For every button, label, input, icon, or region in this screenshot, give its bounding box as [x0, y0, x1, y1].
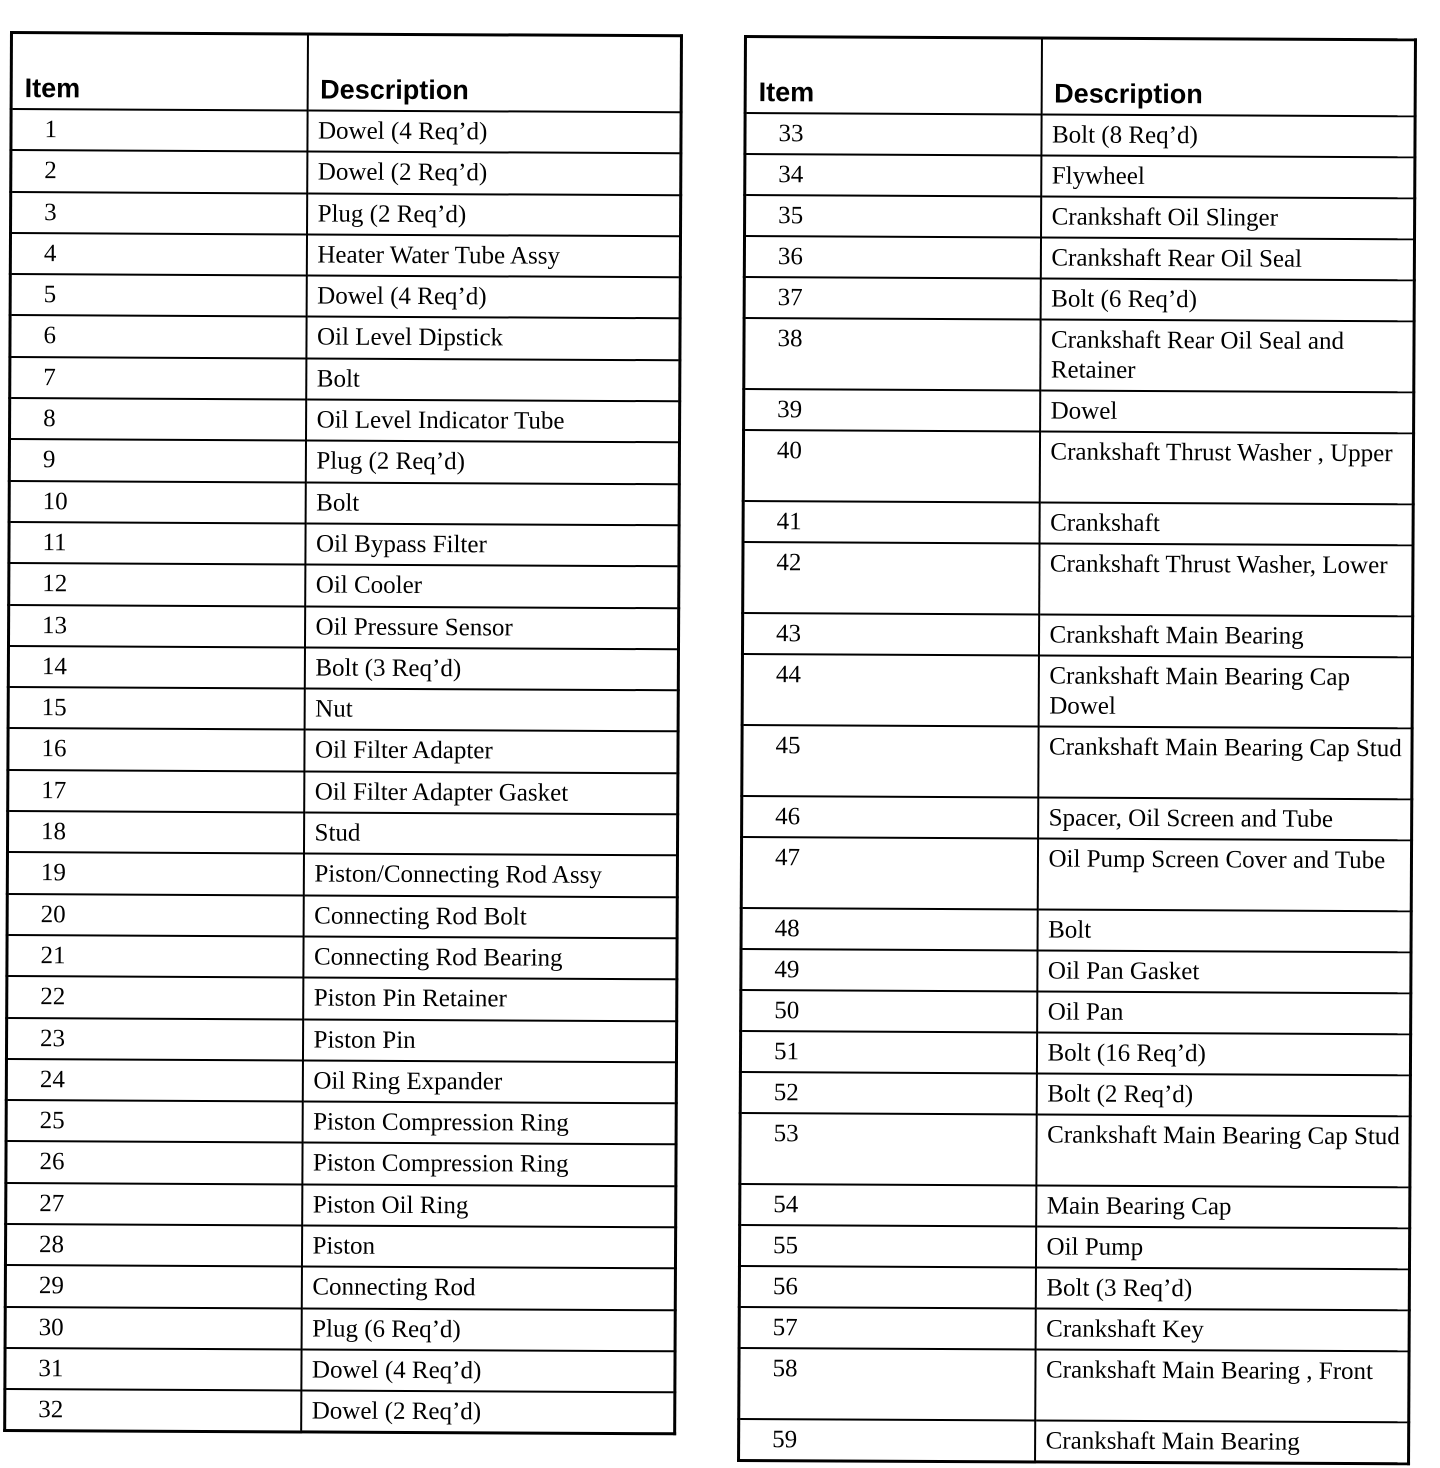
table-body-left — [5, 109, 681, 1434]
table-row — [11, 192, 681, 237]
description-cell: Bolt (3 Req’d) — [304, 647, 678, 690]
table-row — [5, 1307, 675, 1352]
item-number-cell: 25 — [6, 1100, 302, 1143]
description-cell: Oil Ring Expander — [302, 1060, 676, 1103]
description-cell: Bolt (2 Req’d) — [1036, 1073, 1410, 1116]
description-cell: Oil Pressure Sensor — [304, 606, 678, 649]
description-cell: Dowel (4 Req’d) — [306, 276, 680, 319]
description-cell: Piston/Connecting Rod Assy — [303, 854, 677, 897]
item-number-cell: 42 — [743, 542, 1039, 614]
item-number-cell: 59 — [739, 1419, 1035, 1462]
description-cell: Crankshaft Rear Oil Seal and Retainer — [1040, 319, 1414, 392]
description-cell: Bolt — [306, 358, 680, 401]
header-row — [11, 33, 681, 113]
description-cell: Oil Pan — [1037, 991, 1411, 1034]
item-number-cell: 9 — [9, 439, 305, 482]
item-number-cell: 37 — [744, 277, 1040, 319]
description-cell: Crankshaft Main Bearing Cap Stud — [1038, 726, 1412, 799]
table-row — [8, 605, 678, 650]
item-number-cell: 22 — [7, 976, 303, 1019]
description-cell: Stud — [303, 812, 677, 855]
description-cell: Crankshaft — [1039, 502, 1413, 545]
table-row — [741, 908, 1411, 952]
table-row — [743, 430, 1413, 504]
description-column-header: Description — [1041, 38, 1415, 116]
description-cell: Crankshaft Thrust Washer , Upper — [1039, 431, 1413, 504]
description-cell: Bolt (3 Req’d) — [1035, 1267, 1409, 1310]
item-number-cell: 21 — [7, 935, 303, 978]
item-number-cell: 30 — [5, 1307, 301, 1350]
table-row — [739, 1419, 1409, 1464]
table-row — [9, 522, 679, 567]
description-cell: Spacer, Oil Screen and Tube — [1038, 797, 1412, 840]
item-number-cell: 2 — [11, 150, 307, 193]
description-cell: Connecting Rod — [301, 1267, 675, 1310]
item-number-cell: 43 — [742, 613, 1038, 655]
item-number-cell: 52 — [740, 1072, 1036, 1114]
item-number-cell: 44 — [742, 654, 1038, 726]
description-cell: Piston Pin — [302, 1019, 676, 1062]
table-row — [745, 154, 1415, 198]
description-cell: Flywheel — [1041, 155, 1415, 198]
item-number-cell: 6 — [10, 315, 306, 358]
item-number-cell: 19 — [7, 852, 303, 895]
item-number-cell: 45 — [742, 725, 1038, 797]
item-number-cell: 8 — [10, 398, 306, 441]
table-row — [741, 949, 1411, 993]
description-cell: Plug (2 Req’d) — [307, 193, 681, 236]
table-row — [6, 1018, 676, 1063]
description-cell: Dowel — [1040, 390, 1414, 433]
description-cell: Oil Filter Adapter Gasket — [304, 771, 678, 814]
table-row — [10, 315, 680, 360]
description-cell: Plug (2 Req’d) — [305, 441, 679, 484]
description-cell: Crankshaft Thrust Washer, Lower — [1039, 543, 1413, 616]
item-number-cell: 20 — [7, 894, 303, 937]
item-number-cell: 12 — [9, 563, 305, 606]
description-cell: Heater Water Tube Assy — [306, 234, 680, 277]
table-row — [11, 150, 681, 195]
table-row — [5, 1224, 675, 1269]
table-row — [742, 796, 1412, 840]
item-number-cell: 26 — [6, 1141, 302, 1184]
table-row — [740, 1184, 1410, 1228]
item-number-cell: 54 — [740, 1184, 1036, 1226]
table-row — [739, 1348, 1409, 1422]
table-row — [6, 1059, 676, 1104]
table-row — [10, 398, 680, 443]
table-row — [742, 613, 1412, 657]
table-row — [7, 852, 677, 897]
table-row — [10, 233, 680, 278]
table-row — [742, 654, 1412, 728]
item-number-cell: 32 — [5, 1389, 301, 1432]
description-cell: Dowel (4 Req’d) — [301, 1349, 675, 1392]
table-row — [744, 318, 1414, 392]
description-cell: Bolt — [305, 482, 679, 525]
table-row — [11, 109, 681, 154]
item-number-cell: 47 — [741, 837, 1037, 909]
item-number-cell: 16 — [8, 728, 304, 771]
description-cell: Piston Oil Ring — [302, 1184, 676, 1227]
description-cell: Oil Filter Adapter — [304, 730, 678, 773]
description-cell: Oil Pump — [1035, 1226, 1409, 1269]
item-number-cell: 29 — [5, 1265, 301, 1308]
table-row — [6, 1100, 676, 1145]
item-number-cell: 31 — [5, 1348, 301, 1391]
table-row — [5, 1348, 675, 1393]
table-row — [744, 389, 1414, 433]
item-number-cell: 17 — [8, 770, 304, 813]
table-row — [742, 725, 1412, 799]
table-row — [741, 837, 1411, 911]
item-number-cell: 39 — [744, 389, 1040, 431]
table-row — [9, 439, 679, 484]
item-number-cell: 11 — [9, 522, 305, 565]
description-cell: Bolt (8 Req’d) — [1041, 114, 1415, 157]
table-row — [745, 113, 1415, 157]
table-row — [743, 542, 1413, 616]
table-row — [5, 1265, 675, 1310]
description-column-header: Description — [307, 34, 681, 112]
description-cell: Piston Compression Ring — [302, 1102, 676, 1145]
item-number-cell: 33 — [745, 113, 1041, 155]
item-number-cell: 35 — [745, 195, 1041, 237]
table-row — [10, 274, 680, 319]
item-number-cell: 46 — [742, 796, 1038, 838]
table-row — [10, 357, 680, 402]
table-row — [9, 563, 679, 608]
item-number-cell: 53 — [740, 1113, 1036, 1185]
item-number-cell: 10 — [9, 481, 305, 524]
table-row — [9, 481, 679, 526]
table-row — [8, 646, 678, 691]
description-cell: Oil Level Indicator Tube — [306, 400, 680, 443]
table-row — [8, 770, 678, 815]
table-row — [739, 1307, 1409, 1351]
description-cell: Crankshaft Main Bearing , Front — [1035, 1349, 1409, 1422]
table-row — [8, 687, 678, 732]
item-number-cell: 49 — [741, 949, 1037, 991]
item-number-cell: 15 — [8, 687, 304, 730]
parts-table-right — [737, 35, 1417, 1465]
table-row — [740, 1113, 1410, 1187]
description-cell: Oil Bypass Filter — [305, 523, 679, 566]
item-number-cell: 41 — [743, 501, 1039, 543]
item-column-header: Item — [11, 33, 307, 111]
description-cell: Oil Level Dipstick — [306, 317, 680, 360]
description-cell: Piston Compression Ring — [302, 1143, 676, 1186]
table-row — [745, 195, 1415, 239]
table-row — [743, 501, 1413, 545]
table-row — [739, 1225, 1409, 1269]
description-cell: Plug (6 Req’d) — [301, 1308, 675, 1351]
description-cell: Crankshaft Key — [1035, 1308, 1409, 1351]
description-cell: Main Bearing Cap — [1036, 1185, 1410, 1228]
item-number-cell: 1 — [11, 109, 307, 152]
item-number-cell: 58 — [739, 1348, 1035, 1420]
description-cell: Crankshaft Main Bearing — [1035, 1420, 1409, 1463]
item-number-cell: 34 — [745, 154, 1041, 196]
description-cell: Dowel (4 Req’d) — [307, 110, 681, 153]
description-cell: Crankshaft Main Bearing Cap Stud — [1036, 1114, 1410, 1187]
description-cell: Dowel (2 Req’d) — [307, 152, 681, 195]
item-number-cell: 55 — [739, 1225, 1035, 1267]
item-number-cell: 36 — [744, 236, 1040, 278]
item-number-cell: 28 — [5, 1224, 301, 1267]
table-body-right — [739, 113, 1416, 1464]
item-number-cell: 4 — [10, 233, 306, 276]
item-number-cell: 3 — [11, 192, 307, 235]
item-number-cell: 40 — [743, 430, 1039, 502]
description-cell: Connecting Rod Bearing — [303, 936, 677, 979]
header-row — [745, 37, 1415, 117]
table-row — [744, 277, 1414, 321]
item-number-cell: 57 — [739, 1307, 1035, 1349]
description-cell: Oil Pump Screen Cover and Tube — [1037, 838, 1411, 911]
item-number-cell: 38 — [744, 318, 1040, 390]
description-cell: Dowel (2 Req’d) — [301, 1391, 675, 1434]
description-cell: Crankshaft Main Bearing Cap Dowel — [1038, 655, 1412, 728]
parts-table-left — [3, 31, 683, 1435]
item-number-cell: 50 — [741, 990, 1037, 1032]
description-cell: Oil Pan Gasket — [1037, 950, 1411, 993]
description-cell: Oil Cooler — [305, 565, 679, 608]
description-cell: Crankshaft Oil Slinger — [1041, 196, 1415, 239]
description-cell: Bolt (6 Req’d) — [1040, 278, 1414, 321]
item-number-cell: 7 — [10, 357, 306, 400]
item-number-cell: 51 — [740, 1031, 1036, 1073]
description-cell: Piston Pin Retainer — [303, 978, 677, 1021]
table-row — [7, 976, 677, 1021]
table-row — [6, 1141, 676, 1186]
description-cell: Piston — [301, 1225, 675, 1268]
item-number-cell: 18 — [7, 811, 303, 854]
table-row — [6, 1183, 676, 1228]
table-row — [8, 728, 678, 773]
item-number-cell: 14 — [8, 646, 304, 689]
item-number-cell: 48 — [741, 908, 1037, 950]
table-row — [740, 1072, 1410, 1116]
table-row — [7, 935, 677, 980]
description-cell: Nut — [304, 689, 678, 732]
table-row — [744, 236, 1414, 280]
description-cell: Crankshaft Main Bearing — [1038, 614, 1412, 657]
table-row — [7, 811, 677, 856]
table-row — [7, 894, 677, 939]
description-cell: Bolt — [1037, 909, 1411, 952]
item-number-cell: 13 — [8, 605, 304, 648]
table-row — [5, 1389, 675, 1434]
item-number-cell: 23 — [6, 1018, 302, 1061]
item-number-cell: 56 — [739, 1266, 1035, 1308]
description-cell: Connecting Rod Bolt — [303, 895, 677, 938]
table-row — [741, 990, 1411, 1034]
description-cell: Bolt (16 Req’d) — [1036, 1032, 1410, 1075]
table-row — [740, 1031, 1410, 1075]
item-number-cell: 27 — [6, 1183, 302, 1226]
item-column-header: Item — [745, 37, 1041, 115]
table-row — [739, 1266, 1409, 1310]
item-number-cell: 5 — [10, 274, 306, 317]
description-cell: Crankshaft Rear Oil Seal — [1040, 237, 1414, 280]
item-number-cell: 24 — [6, 1059, 302, 1102]
